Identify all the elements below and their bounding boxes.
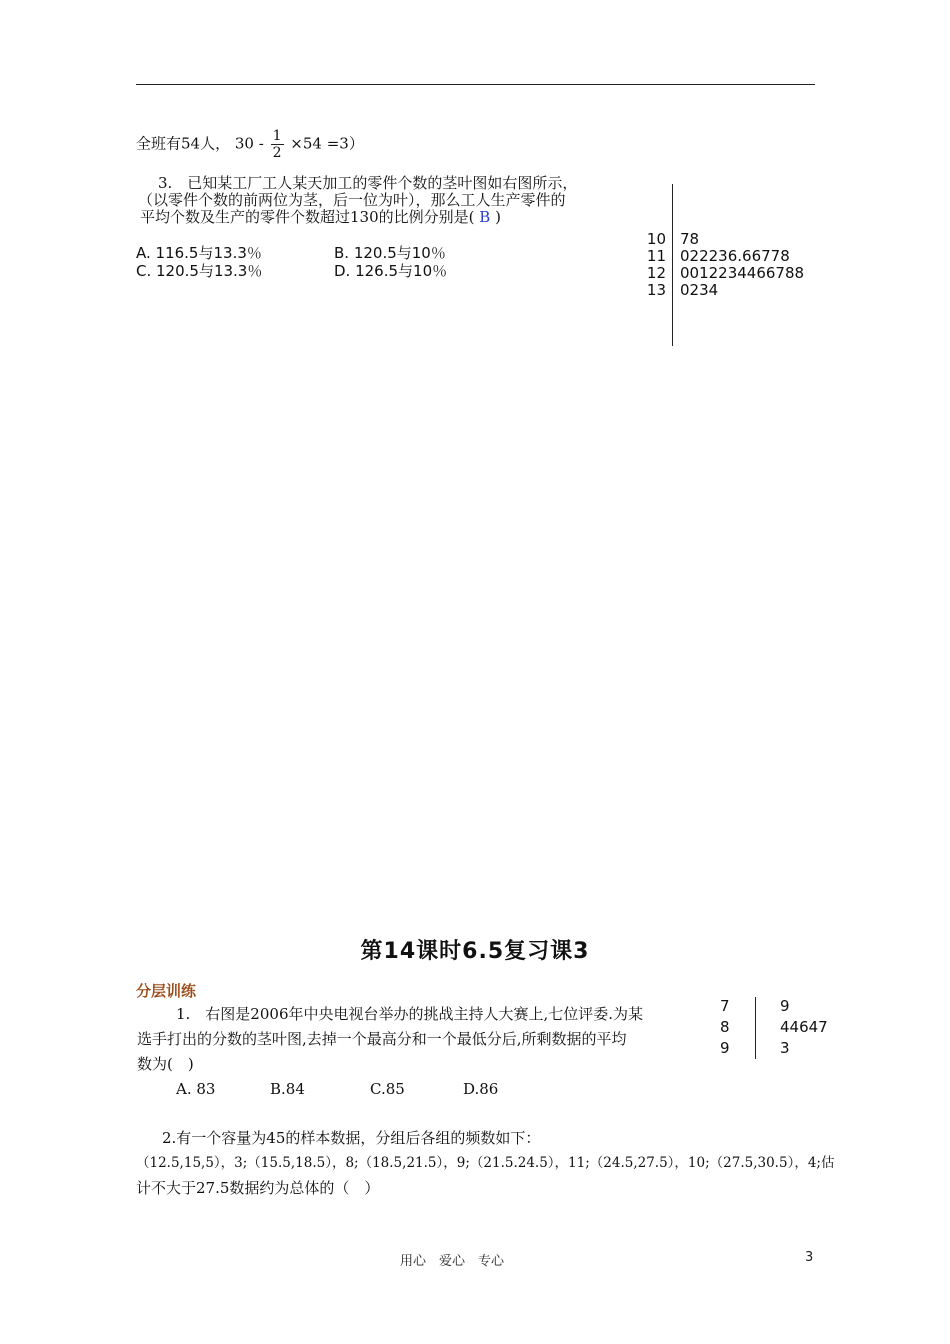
q1-stem: 7 [720, 997, 730, 1015]
q1-option-d: D.86 [463, 1080, 499, 1098]
q1-option-b: B.84 [270, 1080, 305, 1098]
subsection-title: 分层训练 [136, 982, 197, 1000]
page-number: 3 [805, 1250, 814, 1265]
q3-line3 [140, 208, 501, 226]
q1-line1: 1. 右图是2006年中央电视台举办的挑战主持人大赛上,七位评委.为某 [176, 1005, 644, 1023]
q3-answer: B [479, 208, 491, 226]
q1-option-c: C.85 [370, 1080, 405, 1098]
q1-option-a: A. 83 [176, 1080, 216, 1098]
q3-option-a: A. 116.5与13.3％ [136, 244, 262, 262]
q2-line2: （12.5,15,5），3;（15.5,18.5），8;（18.5,21.5），9;（21.5.24.5），11;（24.5,27.5），10;（27.5,30.5），4;估 [136, 1155, 835, 1171]
class-size-prefix: 全班有54人， [136, 134, 231, 153]
fraction-denominator: 2 [272, 145, 282, 161]
class-size-line [136, 128, 364, 161]
q3-option-d: D. 126.5与10％ [334, 262, 448, 280]
header-rule [136, 84, 815, 85]
section-title: 第14课时6.5复习课3 [360, 939, 590, 964]
q3-leaves: 022236.66778 [680, 247, 790, 265]
q3-leaves: 0012234466788 [680, 264, 805, 282]
q3-stem: 11 [646, 247, 666, 265]
q1-line3: 数为( ) [137, 1055, 194, 1073]
q1-stemleaf-divider [755, 997, 756, 1059]
q3-line2: （以零件个数的前两位为茎，后一位为叶），那么工人生产零件的 [138, 191, 566, 209]
q2-line3: 计不大于27.5数据约为总体的（ ） [136, 1179, 380, 1197]
footer-motto: 用心 爱心 专心 [400, 1254, 505, 1269]
q3-stem: 10 [646, 230, 666, 248]
fraction [271, 128, 284, 161]
q3-option-b: B. 120.5与10％ [334, 244, 446, 262]
q3-stemleaf-divider [672, 184, 673, 346]
q3-stem: 12 [646, 264, 666, 282]
q1-leaves: 44647 [780, 1018, 828, 1036]
q1-line2: 选手打出的分数的茎叶图,去掉一个最高分和一个最低分后,所剩数据的平均 [137, 1030, 627, 1048]
q1-stem: 9 [720, 1039, 730, 1057]
q3-stem: 13 [646, 281, 666, 299]
q1-leaves: 3 [780, 1039, 790, 1057]
q1-stem: 8 [720, 1018, 730, 1036]
q3-line3-suffix: ) [495, 208, 501, 226]
expression-start: 30 - [234, 134, 264, 153]
expression-end: ×54 =3） [290, 134, 364, 153]
q3-line1: 3. 已知某工厂工人某天加工的零件个数的茎叶图如右图所示， [158, 174, 578, 192]
q3-line3-prefix: 平均个数及生产的零件个数超过130的比例分别是( [140, 208, 475, 226]
fraction-numerator: 1 [272, 128, 282, 144]
q3-leaves: 78 [680, 230, 700, 248]
q1-leaves: 9 [780, 997, 790, 1015]
q3-option-c: C. 120.5与13.3％ [136, 262, 263, 280]
q2-line1: 2.有一个容量为45的样本数据，分组后各组的频数如下： [162, 1129, 541, 1147]
q3-leaves: 0234 [680, 281, 719, 299]
